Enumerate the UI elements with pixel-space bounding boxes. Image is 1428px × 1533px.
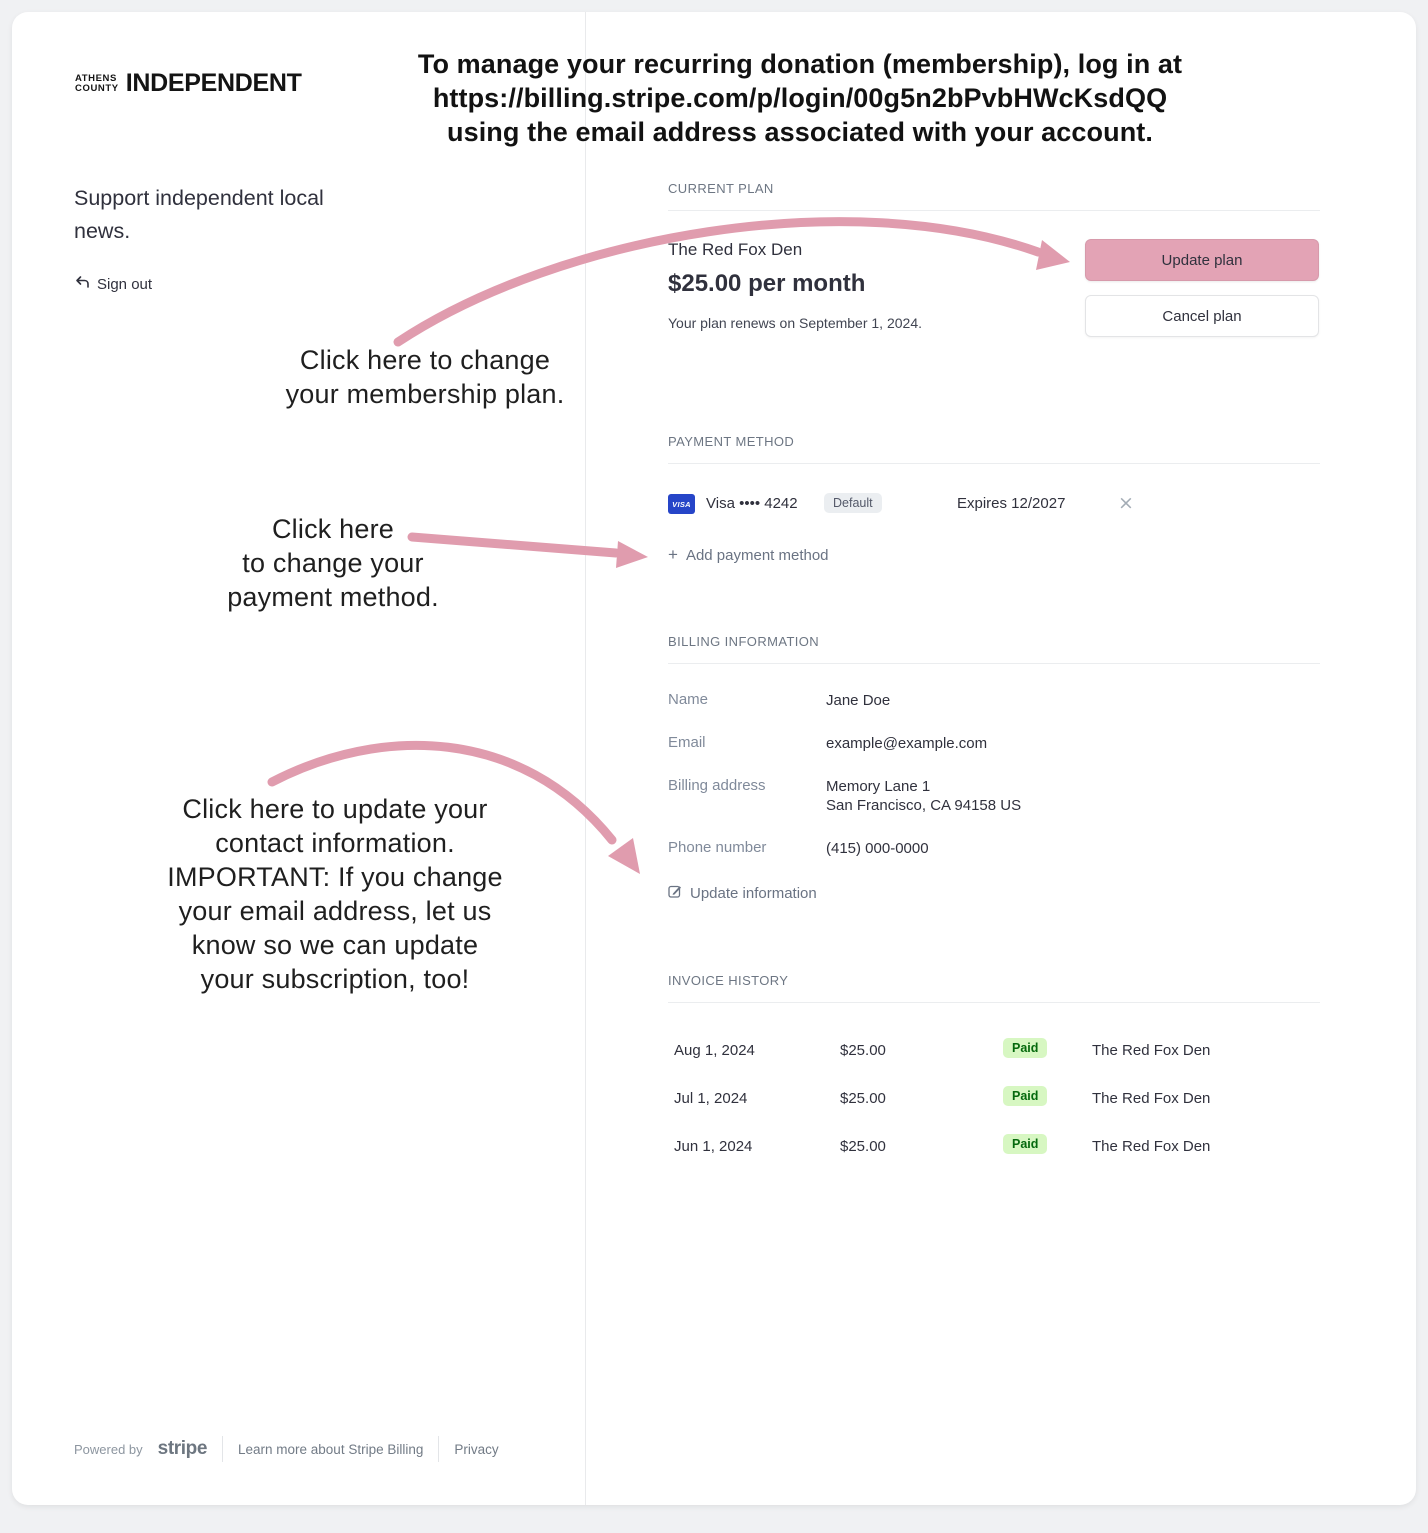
address-line-2: San Francisco, CA 94158 US [826,797,1022,814]
billing-label: Billing address [668,777,766,794]
billing-value: Jane Doe [826,692,891,709]
note-update-contact-info: Click here to update your contact information. IMPORTANT: If you change your email address, let us know so we can update your subscription, too! [167,794,503,994]
invoice-amount: $25.00 [840,1138,886,1155]
plan-name: The Red Fox Den [668,240,803,259]
update-information-label: Update information [690,884,817,902]
privacy-link[interactable]: Privacy [454,1441,499,1457]
invoice-amount: $25.00 [840,1090,886,1107]
paid-status-badge: Paid [1003,1134,1047,1154]
billing-info-section-label: BILLING INFORMATION [668,634,820,649]
powered-by-label: Powered by [74,1441,143,1457]
invoice-amount: $25.00 [840,1042,886,1059]
footer [74,1436,499,1462]
remove-card-icon[interactable]: × [1118,492,1134,514]
heading-line-url: https://billing.stripe.com/p/login/00g5n2bPvbHWcKsdQQ [432,83,1168,113]
billing-value: (415) 000-0000 [826,840,929,857]
invoice-date[interactable]: Jul 1, 2024 [674,1090,748,1107]
invoice-row[interactable] [668,1038,1320,1066]
update-plan-button[interactable]: Update plan [1085,239,1319,281]
return-arrow-icon [75,275,90,293]
invoice-date[interactable]: Aug 1, 2024 [674,1042,755,1059]
billing-value [826,777,1021,815]
invoice-plan-name: The Red Fox Den [1092,1138,1211,1155]
section-divider [668,463,1320,464]
note-change-payment-method: Click here to change your payment method. [227,514,439,612]
plus-icon: + [668,545,678,564]
logo-stacked-text [75,74,119,94]
heading-line: using the email address associated with your account. [447,117,1153,147]
section-divider [668,663,1320,664]
invoice-plan-name: The Red Fox Den [1092,1090,1211,1107]
invoice-row[interactable] [668,1134,1320,1162]
logo-county: COUNTY [75,82,119,94]
billing-label: Email [668,734,706,751]
plan-price: $25.00 per month [668,270,866,297]
footer-separator [438,1436,439,1462]
footer-separator [222,1436,223,1462]
heading-line: To manage your recurring donation (membership), log in at [417,49,1183,79]
logo-athens: ATHENS [75,72,117,84]
athens-county-independent-logo [75,69,302,98]
billing-label: Phone number [668,839,767,856]
cancel-plan-button[interactable]: Cancel plan [1085,295,1319,337]
edit-icon [668,884,682,902]
current-plan-section-label: CURRENT PLAN [668,181,774,196]
card-expiry: Expires 12/2027 [957,495,1066,512]
billing-value: example@example.com [826,735,988,752]
address-line-1: Memory Lane 1 [826,778,931,795]
section-divider [668,1002,1320,1003]
note-change-membership-plan: Click here to change your membership plan. [285,345,565,409]
add-payment-method-link[interactable] [668,545,829,565]
learn-more-link[interactable]: Learn more about Stripe Billing [238,1441,424,1457]
stripe-logo[interactable]: stripe [157,1438,207,1459]
add-payment-method-label: Add payment method [685,546,829,564]
column-divider [585,12,586,1505]
default-badge: Default [824,493,882,513]
payment-method-section-label: PAYMENT METHOD [668,434,795,449]
sign-out-link[interactable] [75,275,152,293]
manage-donation-heading [340,47,1260,149]
visa-icon: VISA [668,494,695,514]
paid-status-badge: Paid [1003,1038,1047,1058]
invoice-plan-name: The Red Fox Den [1092,1042,1211,1059]
sign-out-label: Sign out [97,275,153,293]
billing-label: Name [668,691,709,708]
payment-method-row [668,492,1320,518]
invoice-history-section-label: INVOICE HISTORY [668,973,789,988]
update-information-link[interactable] [668,884,817,902]
invoice-row[interactable] [668,1086,1320,1114]
section-divider [668,210,1320,211]
plan-renewal-text: Your plan renews on September 1, 2024. [668,315,922,331]
card-number-display: Visa •••• 4242 [706,495,798,512]
portal-card [12,12,1416,1505]
invoice-date[interactable]: Jun 1, 2024 [674,1138,753,1155]
paid-status-badge: Paid [1003,1086,1047,1106]
tagline: Support independent local news. [74,186,324,243]
logo-independent: INDEPENDENT [125,69,302,97]
